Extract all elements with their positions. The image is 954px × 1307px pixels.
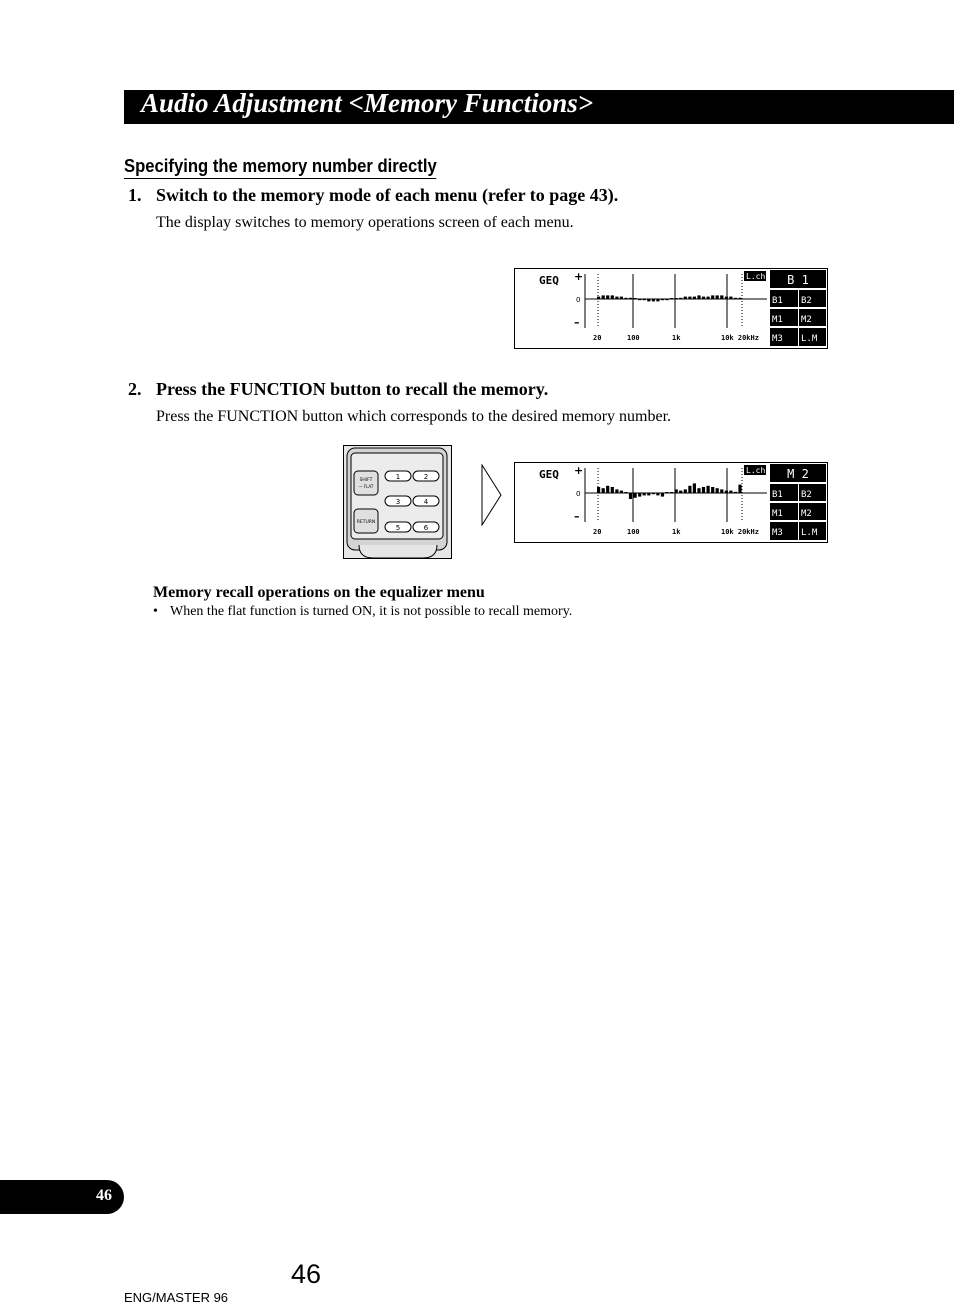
eq-bar [611, 295, 614, 299]
step-1-number: 1. [128, 185, 142, 205]
memory-m3: M3 [772, 528, 783, 538]
eq-bar [647, 299, 650, 301]
eq-bar [656, 493, 659, 495]
step-2-description: Press the FUNCTION button which corresponds to the desired memory number. [156, 408, 672, 425]
eq-bar [711, 295, 714, 299]
step-2-title: Press the FUNCTION button to recall the memory. [156, 379, 549, 399]
eq-bar [711, 487, 714, 493]
eq-bar [634, 298, 637, 299]
eq-bar [597, 297, 600, 299]
eq-bar [629, 298, 632, 299]
key-3-label: 3 [395, 498, 401, 506]
shift-button [354, 471, 378, 495]
eq-bar [620, 491, 623, 493]
eq-bar [734, 492, 737, 493]
eq-bar [638, 299, 641, 300]
key-5-label: 5 [395, 524, 401, 532]
eq-bar [729, 297, 732, 299]
eq-bar [697, 488, 700, 493]
page-title: Audio Adjustment <Memory Functions> [141, 88, 594, 118]
eq-bars [597, 295, 742, 301]
eq-bar [679, 491, 682, 493]
eq-bar [652, 493, 655, 494]
footer-code: ENG/MASTER 96 [124, 1290, 229, 1305]
freq-label-20: 20 [593, 528, 602, 536]
eq-bar [661, 493, 664, 497]
memory-m1: M1 [772, 509, 783, 519]
eq-bar [702, 487, 705, 493]
key-1-label: 1 [395, 473, 401, 481]
eq-bar [624, 492, 627, 493]
eq-bar [670, 492, 673, 493]
step-2-number: 2. [128, 379, 142, 399]
eq-bar [734, 298, 737, 299]
plus-label: + [574, 464, 584, 477]
eq-bar [638, 493, 641, 497]
freq-label-1k: 1k [672, 334, 681, 342]
current-memory: B 1 [787, 273, 809, 287]
freq-label-1k: 1k [672, 528, 681, 536]
arrow-right-icon [481, 464, 503, 526]
geq-label: GEQ [539, 274, 559, 287]
memory-m2: M2 [801, 315, 812, 325]
eq-display-1 [514, 268, 828, 349]
key-4-label: 4 [423, 498, 429, 506]
eq-bar [688, 486, 691, 493]
page-tab-number: 46 [96, 1187, 112, 1204]
freq-label-10k-20khz: 10k 20kHz [721, 528, 759, 536]
freq-label-100: 100 [627, 334, 640, 342]
zero-label: 0 [576, 490, 581, 498]
eq-bar [620, 297, 623, 299]
memory-b1: B1 [772, 490, 783, 500]
eq-bar [675, 298, 678, 299]
eq-bar [684, 489, 687, 493]
eq-bar [615, 489, 618, 493]
note-text: When the flat function is turned ON, it is not possible to recall memory. [170, 604, 573, 619]
eq-bar [656, 299, 659, 301]
eq-bar [624, 298, 627, 299]
minus-label: – [574, 316, 580, 329]
shift-label: SHIFT [359, 478, 373, 483]
eq-bar [652, 299, 655, 301]
eq-bar [702, 297, 705, 299]
eq-bars [597, 483, 742, 499]
memory-lm: L.M [801, 528, 818, 538]
eq-bar [688, 297, 691, 299]
key-6-label: 6 [423, 524, 429, 532]
eq-bar [665, 299, 668, 300]
freq-label-100: 100 [627, 528, 640, 536]
zero-label: 0 [576, 296, 581, 304]
memory-b2: B2 [801, 296, 812, 306]
minus-label: – [574, 510, 580, 523]
eq-bar [675, 489, 678, 493]
eq-bar [684, 297, 687, 299]
eq-bar [661, 299, 664, 300]
plus-label: + [574, 270, 584, 283]
eq-bar [602, 488, 605, 493]
eq-bar [615, 297, 618, 299]
eq-bar [643, 493, 646, 495]
eq-bar [647, 493, 650, 495]
footer-page-number: 46 [291, 1259, 322, 1289]
remote-control-illustration [343, 445, 453, 559]
section-heading: Specifying the memory number directly [124, 155, 437, 179]
eq-bar [716, 488, 719, 493]
eq-bar [738, 485, 741, 493]
eq-bar [597, 487, 600, 493]
eq-bar [697, 295, 700, 299]
flat-label: — FLAT [358, 484, 374, 489]
return-label: RETURN [356, 520, 376, 525]
eq-bar [643, 299, 646, 300]
memory-m2: M2 [801, 509, 812, 519]
eq-bar [725, 297, 728, 299]
step-1-title: Switch to the memory mode of each menu (refer to page 43). [156, 185, 619, 205]
subsection-heading: Memory recall operations on the equalizer menu [153, 584, 485, 601]
eq-bar [611, 487, 614, 493]
step-1-description: The display switches to memory operations screen of each menu. [156, 214, 574, 231]
eq-bar [634, 493, 637, 498]
eq-bar [693, 483, 696, 493]
geq-label: GEQ [539, 468, 559, 481]
memory-m1: M1 [772, 315, 783, 325]
memory-m3: M3 [772, 334, 783, 344]
eq-bar [665, 492, 668, 493]
key-2-label: 2 [423, 473, 429, 481]
eq-bar [629, 493, 632, 499]
eq-bar [725, 491, 728, 493]
eq-bar [738, 298, 741, 299]
memory-b2: B2 [801, 490, 812, 500]
eq-bar [707, 297, 710, 299]
memory-b1: B1 [772, 296, 783, 306]
eq-display-2 [514, 462, 828, 543]
eq-bar [679, 298, 682, 299]
channel-label: L.ch [746, 272, 766, 281]
channel-label: L.ch [746, 466, 766, 475]
memory-lm: L.M [801, 334, 818, 344]
eq-bar [707, 486, 710, 493]
freq-label-10k-20khz: 10k 20kHz [721, 334, 759, 342]
eq-bar [716, 295, 719, 299]
eq-bar [606, 486, 609, 493]
freq-label-20: 20 [593, 334, 602, 342]
note-bullet: • [153, 604, 158, 619]
eq-bar [606, 295, 609, 299]
current-memory: M 2 [787, 467, 809, 481]
eq-bar [602, 295, 605, 299]
eq-bar [720, 489, 723, 493]
eq-bar [720, 295, 723, 299]
eq-bar [693, 297, 696, 299]
eq-bar [670, 298, 673, 299]
eq-bar [729, 491, 732, 493]
